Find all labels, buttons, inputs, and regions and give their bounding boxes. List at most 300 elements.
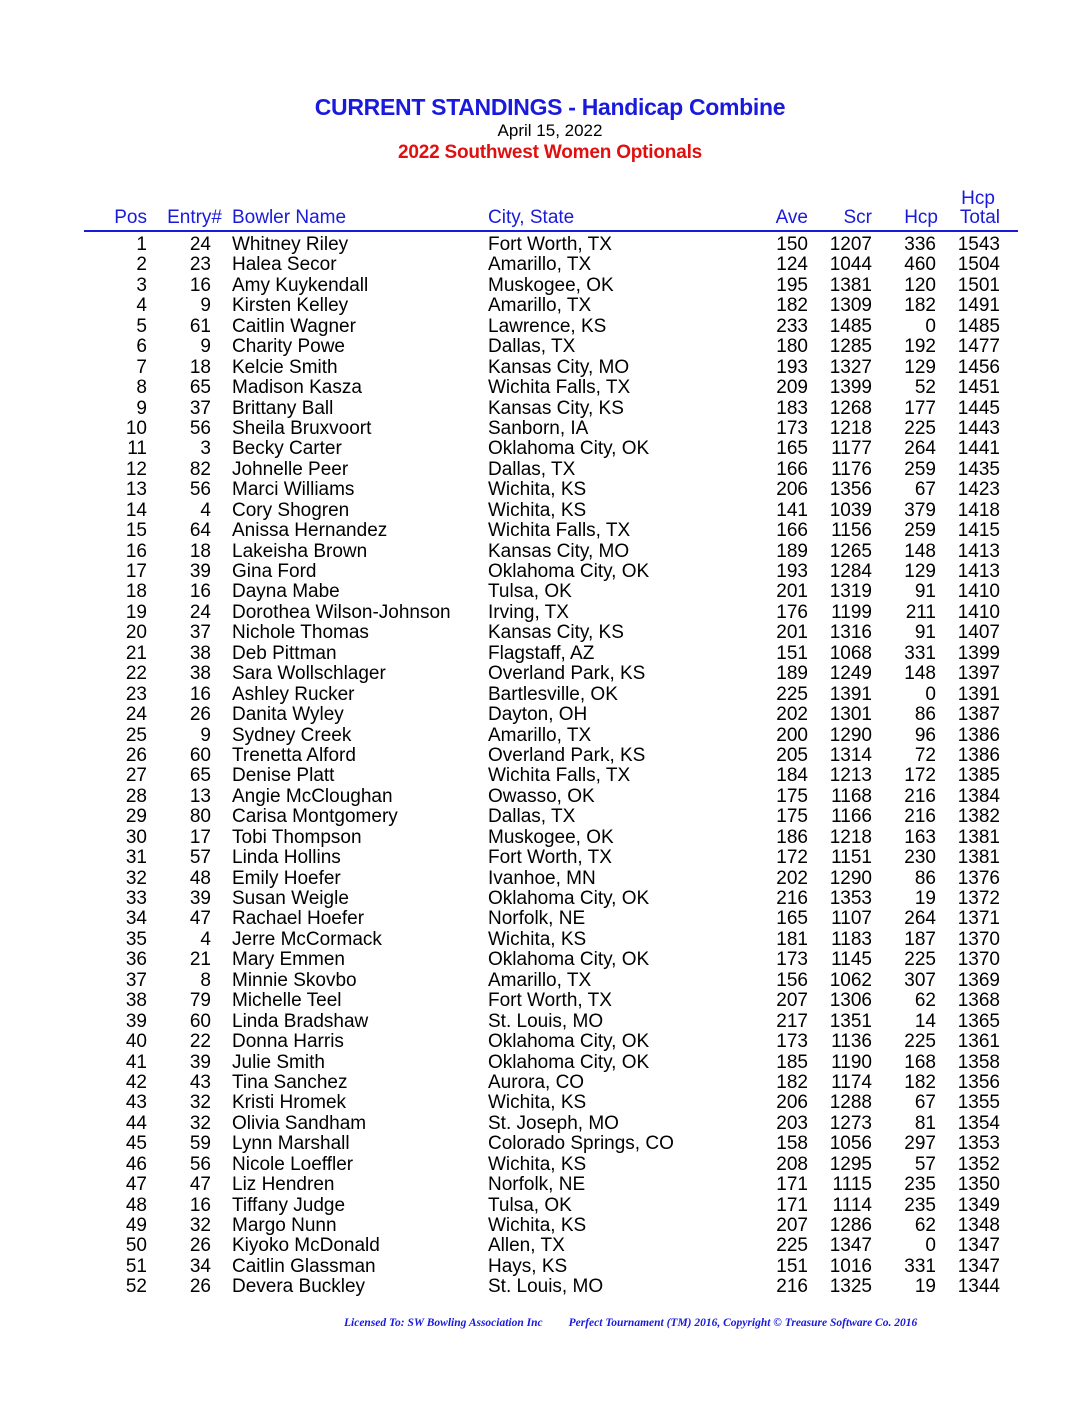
bowler-name: Nichole Thomas: [232, 622, 369, 644]
handicap-total: 1368: [957, 990, 1000, 1012]
table-row: [0, 766, 1088, 786]
average: 209: [776, 377, 808, 399]
handicap-total: 1413: [957, 540, 1000, 562]
table-row: [0, 337, 1088, 357]
handicap-total: 1353: [957, 1133, 1000, 1155]
entry-number: 18: [189, 540, 211, 562]
entry-number: 26: [189, 1276, 211, 1298]
entry-number: 43: [189, 1071, 211, 1093]
handicap-total: 1358: [957, 1051, 1000, 1073]
bowler-name: Olivia Sandham: [232, 1112, 367, 1134]
scratch-score: 1156: [831, 520, 872, 542]
position: 16: [125, 540, 147, 562]
handicap: 177: [904, 397, 936, 419]
average: 202: [776, 704, 808, 726]
average: 151: [776, 1255, 808, 1277]
average: 124: [776, 254, 808, 276]
entry-number: 64: [189, 520, 211, 542]
city-state: Muskogee, OK: [488, 274, 614, 296]
scratch-score: 1068: [829, 642, 872, 664]
scratch-score: 1485: [829, 315, 872, 337]
handicap: 19: [914, 888, 936, 909]
bowler-name: Caitlin Glassman: [232, 1255, 376, 1277]
average: 172: [776, 847, 808, 869]
table-row: [0, 848, 1088, 868]
table-row: [0, 1012, 1088, 1032]
scratch-score: 1107: [831, 908, 872, 930]
handicap: 0: [925, 315, 936, 337]
column-header-hcp: Hcp: [904, 207, 938, 228]
position: 49: [125, 1215, 147, 1236]
average: 150: [776, 234, 808, 255]
table-row: [0, 1032, 1088, 1052]
table-row: [0, 807, 1088, 827]
scratch-score: 1327: [829, 356, 872, 378]
average: 175: [776, 785, 808, 807]
position: 40: [125, 1031, 147, 1053]
handicap: 168: [904, 1051, 936, 1073]
city-state: Dallas, TX: [488, 336, 576, 358]
entry-number: 60: [189, 744, 211, 766]
entry-number: 26: [189, 704, 211, 726]
position: 50: [125, 1235, 147, 1257]
handicap-total: 1355: [957, 1092, 1000, 1114]
handicap-total: 1410: [957, 581, 1000, 603]
entry-number: 21: [189, 949, 211, 971]
handicap-total: 1369: [957, 969, 1000, 991]
handicap-total: 1423: [957, 479, 1000, 501]
table-row: [0, 1196, 1088, 1216]
handicap-total: 1415: [957, 520, 1000, 542]
entry-number: 65: [189, 377, 211, 399]
handicap: 0: [925, 683, 936, 705]
entry-number: 16: [189, 1194, 211, 1216]
table-row: [0, 1257, 1088, 1277]
entry-number: 59: [189, 1133, 211, 1155]
table-row: [0, 378, 1088, 398]
scratch-score: 1190: [831, 1051, 872, 1073]
scratch-score: 1288: [829, 1092, 872, 1114]
table-row: [0, 562, 1088, 582]
handicap-total: 1354: [957, 1112, 1000, 1134]
bowler-name: Julie Smith: [232, 1051, 325, 1073]
handicap: 120: [904, 274, 936, 296]
scratch-score: 1284: [829, 561, 872, 582]
city-state: Flagstaff, AZ: [488, 642, 595, 664]
scratch-score: 1265: [829, 540, 872, 562]
entry-number: 65: [189, 765, 211, 787]
average: 166: [776, 458, 808, 480]
table-row: [0, 930, 1088, 950]
table-row: [0, 623, 1088, 643]
handicap: 19: [914, 1276, 936, 1298]
entry-number: 24: [189, 601, 211, 623]
table-row: [0, 276, 1088, 296]
table-row: [0, 726, 1088, 746]
city-state: Wichita Falls, TX: [488, 377, 631, 399]
handicap-total: 1456: [957, 356, 1000, 378]
copyright-text: Perfect Tournament (TM) 2016, Copyright © Treasure Software Co. 2016: [568, 1317, 918, 1329]
handicap: 216: [904, 806, 936, 828]
position: 17: [125, 561, 147, 582]
average: 181: [776, 928, 808, 950]
position: 51: [125, 1255, 147, 1277]
entry-number: 47: [189, 1174, 211, 1196]
average: 158: [776, 1133, 808, 1155]
handicap-total: 1387: [957, 704, 1000, 726]
table-row: [0, 317, 1088, 337]
table-row: [0, 1236, 1088, 1256]
average: 189: [776, 663, 808, 685]
average: 185: [776, 1051, 808, 1073]
average: 183: [776, 397, 808, 419]
handicap-total: 1543: [957, 234, 1000, 255]
entry-number: 79: [189, 990, 211, 1012]
bowler-name: Kristi Hromek: [232, 1092, 347, 1114]
handicap: 331: [904, 1255, 936, 1277]
entry-number: 4: [200, 499, 211, 521]
handicap-total: 1410: [957, 601, 1000, 623]
handicap-total: 1435: [957, 458, 1000, 480]
city-state: Oklahoma City, OK: [488, 1051, 650, 1073]
city-state: Wichita Falls, TX: [488, 520, 631, 542]
bowler-name: Dayna Mabe: [232, 581, 340, 603]
entry-number: 3: [200, 438, 211, 460]
handicap-total: 1371: [957, 908, 1000, 930]
handicap-total: 1451: [957, 377, 1000, 399]
position: 39: [125, 1010, 147, 1032]
bowler-name: Rachael Hoefer: [232, 908, 365, 930]
position: 42: [125, 1071, 147, 1093]
table-row: [0, 1073, 1088, 1093]
city-state: Amarillo, TX: [488, 254, 592, 276]
average: 201: [776, 622, 808, 644]
table-row: [0, 603, 1088, 623]
city-state: Aurora, CO: [488, 1071, 585, 1093]
position: 4: [136, 295, 147, 317]
table-row: [0, 971, 1088, 991]
column-header-total-line1: Hcp: [961, 188, 995, 209]
handicap-total: 1485: [957, 315, 1000, 337]
table-row: [0, 889, 1088, 909]
bowler-name: Susan Weigle: [232, 888, 349, 909]
table-row: [0, 1216, 1088, 1236]
average: 207: [776, 1215, 808, 1236]
handicap-total: 1381: [957, 826, 1000, 848]
handicap: 172: [904, 765, 936, 787]
handicap: 331: [904, 642, 936, 664]
table-row: [0, 1175, 1088, 1195]
table-row: [0, 235, 1088, 255]
handicap: 72: [914, 744, 936, 766]
city-state: Oklahoma City, OK: [488, 561, 650, 582]
position: 18: [125, 581, 147, 603]
entry-number: 16: [189, 581, 211, 603]
scratch-score: 1290: [829, 867, 872, 889]
table-row: [0, 1114, 1088, 1134]
entry-number: 82: [189, 458, 211, 480]
handicap: 86: [914, 704, 936, 726]
table-row: [0, 705, 1088, 725]
entry-number: 32: [189, 1112, 211, 1134]
handicap: 62: [914, 1215, 936, 1236]
handicap: 86: [914, 867, 936, 889]
entry-number: 56: [189, 417, 211, 439]
city-state: Muskogee, OK: [488, 826, 614, 848]
average: 156: [776, 969, 808, 991]
position: 36: [125, 949, 147, 971]
position: 22: [125, 663, 147, 685]
table-row: [0, 255, 1088, 275]
table-row: [0, 869, 1088, 889]
scratch-score: 1391: [829, 683, 872, 705]
position: 2: [136, 254, 147, 276]
scratch-score: 1399: [829, 377, 872, 399]
city-state: Overland Park, KS: [488, 663, 646, 685]
entry-number: 39: [189, 1051, 211, 1073]
position: 46: [125, 1153, 147, 1175]
column-header-total-line2: Total: [959, 207, 1000, 228]
handicap: 187: [904, 928, 936, 950]
scratch-score: 1314: [829, 744, 872, 766]
city-state: Tulsa, OK: [488, 581, 572, 603]
bowler-name: Anissa Hernandez: [232, 520, 388, 542]
bowler-name: Denise Platt: [232, 765, 335, 787]
table-row: [0, 480, 1088, 500]
average: 233: [776, 315, 808, 337]
scratch-score: 1062: [829, 969, 872, 991]
handicap: 259: [904, 520, 936, 542]
entry-number: 16: [189, 683, 211, 705]
bowler-name: Whitney Riley: [232, 234, 349, 255]
average: 189: [776, 540, 808, 562]
position: 43: [125, 1092, 147, 1114]
scratch-score: 1273: [829, 1112, 872, 1134]
handicap-total: 1407: [957, 622, 1000, 644]
scratch-score: 1115: [832, 1174, 872, 1196]
position: 47: [125, 1174, 147, 1196]
average: 141: [776, 499, 808, 521]
handicap-total: 1397: [957, 663, 1000, 685]
average: 173: [776, 417, 808, 439]
handicap-total: 1352: [957, 1153, 1000, 1175]
city-state: Kansas City, KS: [488, 397, 624, 419]
position: 48: [125, 1194, 147, 1216]
bowler-name: Johnelle Peer: [232, 458, 349, 480]
bowler-name: Kiyoko McDonald: [232, 1235, 380, 1257]
report-date: April 15, 2022: [497, 121, 603, 140]
bowler-name: Tina Sanchez: [232, 1071, 348, 1093]
scratch-score: 1177: [831, 438, 872, 460]
entry-number: 13: [189, 785, 211, 807]
report-title: CURRENT STANDINGS - Handicap Combine: [314, 94, 786, 120]
city-state: Amarillo, TX: [488, 969, 592, 991]
table-row: [0, 582, 1088, 602]
scratch-score: 1174: [831, 1071, 872, 1093]
table-row: [0, 787, 1088, 807]
city-state: Fort Worth, TX: [488, 847, 612, 869]
bowler-name: Minnie Skovbo: [232, 969, 357, 991]
position: 12: [125, 458, 147, 480]
bowler-name: Amy Kuykendall: [232, 274, 369, 296]
entry-number: 9: [200, 336, 211, 358]
table-row: [0, 1134, 1088, 1154]
handicap-total: 1365: [957, 1010, 1000, 1032]
entry-number: 34: [189, 1255, 211, 1277]
average: 200: [776, 724, 808, 746]
handicap-total: 1504: [957, 254, 1000, 276]
average: 182: [776, 1071, 808, 1093]
city-state: Oklahoma City, OK: [488, 438, 650, 460]
bowler-name: Sara Wollschlager: [232, 663, 386, 685]
average: 203: [776, 1112, 808, 1134]
bowler-name: Brittany Ball: [232, 397, 334, 419]
average: 202: [776, 867, 808, 889]
bowler-name: Becky Carter: [232, 438, 342, 460]
handicap-total: 1477: [957, 336, 1000, 358]
average: 216: [776, 888, 808, 909]
position: 23: [125, 683, 147, 705]
entry-number: 26: [189, 1235, 211, 1257]
handicap: 264: [904, 438, 936, 460]
handicap-total: 1399: [957, 642, 1000, 664]
city-state: Lawrence, KS: [488, 315, 607, 337]
city-state: Wichita, KS: [488, 499, 587, 521]
handicap: 211: [905, 601, 936, 623]
average: 180: [776, 336, 808, 358]
position: 10: [125, 417, 147, 439]
handicap-total: 1382: [957, 806, 1000, 828]
city-state: Wichita Falls, TX: [488, 765, 631, 787]
position: 24: [125, 704, 147, 726]
entry-number: 16: [189, 274, 211, 296]
bowler-name: Nicole Loeffler: [232, 1153, 354, 1175]
handicap: 129: [904, 561, 936, 582]
scratch-score: 1290: [829, 724, 872, 746]
handicap: 230: [904, 847, 936, 869]
handicap-total: 1372: [957, 888, 1000, 909]
average: 176: [776, 601, 808, 623]
scratch-score: 1114: [832, 1194, 872, 1216]
city-state: Oklahoma City, OK: [488, 949, 650, 971]
bowler-name: Jerre McCormack: [232, 928, 382, 950]
city-state: Owasso, OK: [488, 785, 595, 807]
handicap: 14: [914, 1010, 936, 1032]
bowler-name: Donna Harris: [232, 1031, 344, 1053]
handicap: 163: [904, 826, 936, 848]
entry-number: 24: [189, 234, 211, 255]
table-row: [0, 1277, 1088, 1297]
scratch-score: 1295: [829, 1153, 872, 1175]
bowler-name: Marci Williams: [232, 479, 355, 501]
handicap: 192: [904, 336, 936, 358]
position: 37: [125, 969, 147, 991]
handicap-total: 1349: [957, 1194, 1000, 1216]
bowler-name: Linda Hollins: [232, 847, 341, 869]
scratch-score: 1325: [829, 1276, 872, 1298]
table-row: [0, 991, 1088, 1011]
city-state: Kansas City, MO: [488, 356, 630, 378]
entry-number: 32: [189, 1092, 211, 1114]
handicap-total: 1441: [957, 438, 1000, 460]
table-row: [0, 664, 1088, 684]
table-row: [0, 1093, 1088, 1113]
bowler-name: Charity Powe: [232, 336, 345, 358]
entry-number: 37: [189, 397, 211, 419]
bowler-name: Tobi Thompson: [232, 826, 362, 848]
position: 38: [125, 990, 147, 1012]
position: 44: [125, 1112, 147, 1134]
handicap: 235: [904, 1194, 936, 1216]
entry-number: 39: [189, 561, 211, 582]
footer: [344, 1317, 1034, 1329]
city-state: Colorado Springs, CO: [488, 1133, 674, 1155]
city-state: Amarillo, TX: [488, 295, 592, 317]
handicap-total: 1385: [957, 765, 1000, 787]
handicap-total: 1376: [957, 867, 1000, 889]
average: 201: [776, 581, 808, 603]
position: 9: [136, 397, 147, 419]
position: 11: [127, 438, 147, 460]
average: 165: [776, 908, 808, 930]
scratch-score: 1151: [831, 847, 872, 869]
handicap-total: 1347: [957, 1235, 1000, 1257]
license-text: Licensed To: SW Bowling Association Inc: [344, 1317, 543, 1329]
handicap: 259: [904, 458, 936, 480]
bowler-name: Lynn Marshall: [232, 1133, 350, 1155]
handicap-total: 1370: [957, 949, 1000, 971]
handicap: 52: [914, 377, 936, 399]
bowler-name: Danita Wyley: [232, 704, 344, 726]
position: 33: [125, 888, 147, 909]
position: 21: [125, 642, 147, 664]
handicap: 57: [914, 1153, 936, 1175]
column-header-city: City, State: [488, 207, 575, 228]
scratch-score: 1381: [829, 274, 872, 296]
average: 216: [776, 1276, 808, 1298]
handicap: 235: [904, 1174, 936, 1196]
scratch-score: 1016: [829, 1255, 872, 1277]
average: 206: [776, 479, 808, 501]
handicap-total: 1381: [957, 847, 1000, 869]
position: 35: [125, 928, 147, 950]
table-row: [0, 296, 1088, 316]
bowler-name: Tiffany Judge: [232, 1194, 346, 1216]
average: 173: [776, 1031, 808, 1053]
city-state: Sanborn, IA: [488, 417, 589, 439]
position: 13: [125, 479, 147, 501]
bowler-name: Trenetta Alford: [232, 744, 356, 766]
handicap-total: 1344: [957, 1276, 1000, 1298]
average: 225: [776, 1235, 808, 1257]
position: 32: [125, 867, 147, 889]
city-state: Ivanhoe, MN: [488, 867, 596, 889]
table-row: [0, 439, 1088, 459]
scratch-score: 1301: [829, 704, 872, 726]
position: 1: [136, 234, 147, 255]
city-state: Kansas City, MO: [488, 540, 630, 562]
position: 34: [125, 908, 147, 930]
bowler-name: Sheila Bruxvoort: [232, 417, 372, 439]
table-row: [0, 399, 1088, 419]
column-header-scr: Scr: [843, 207, 872, 228]
scratch-score: 1351: [829, 1010, 872, 1032]
table-row: [0, 1155, 1088, 1175]
average: 165: [776, 438, 808, 460]
scratch-score: 1218: [829, 826, 872, 848]
scratch-score: 1347: [829, 1235, 872, 1257]
entry-number: 56: [189, 1153, 211, 1175]
